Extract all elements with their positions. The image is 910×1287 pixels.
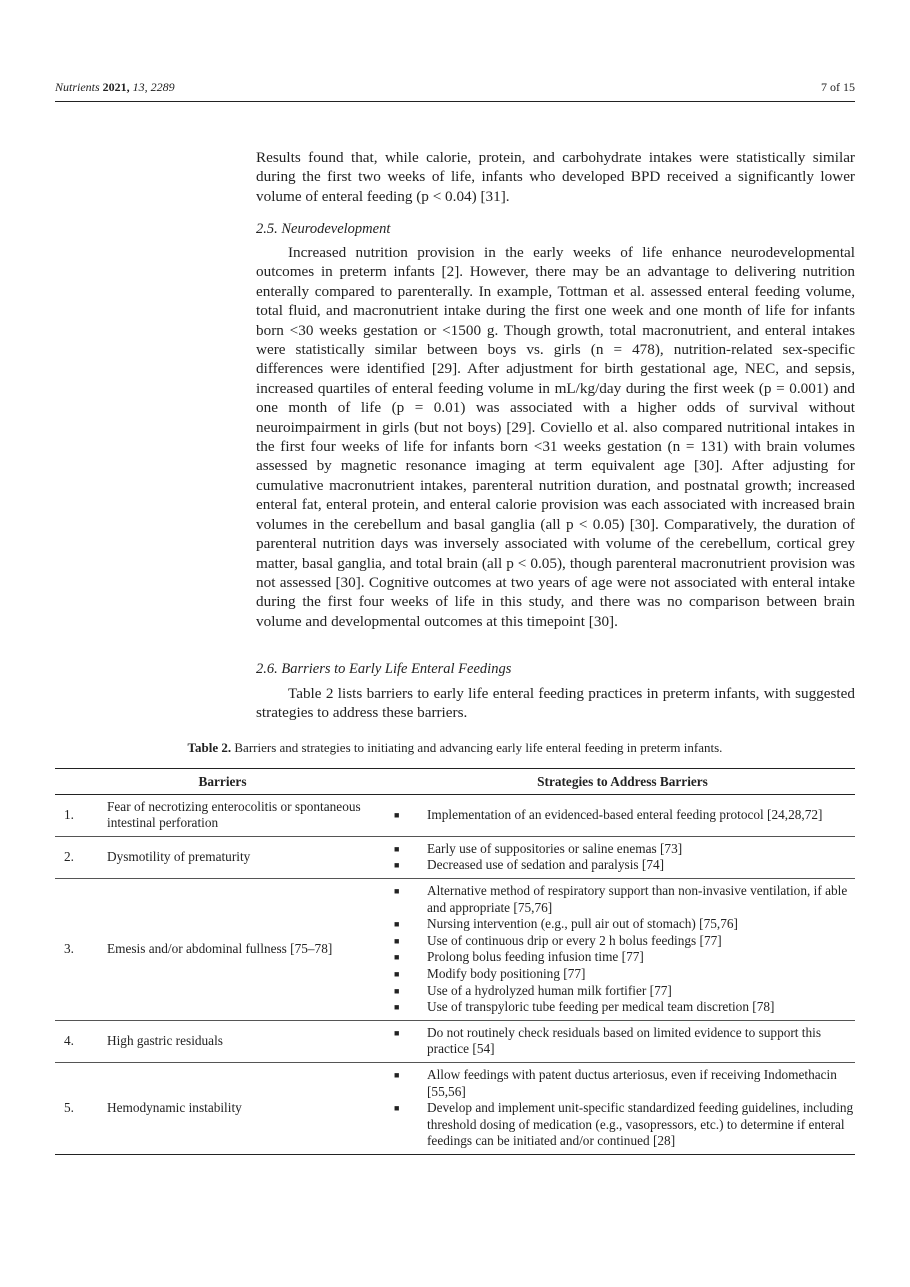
bullet-square-icon: ■ <box>394 843 400 854</box>
strategies-cell <box>390 794 855 836</box>
table-header-row <box>55 769 855 795</box>
strategy-text: Modify body positioning [77] <box>427 965 586 981</box>
strategy-text: Use of a hydrolyzed human milk fortifier [77] <box>427 982 672 998</box>
bullet-square-icon: ■ <box>394 985 400 996</box>
strategy-item <box>390 841 855 858</box>
strategy-text: Nursing intervention (e.g., pull air out of stomach) [75,76] <box>427 916 738 932</box>
row-number: 1. <box>55 794 107 836</box>
barrier-cell: Fear of necrotizing enterocolitis or spontaneous intestinal perforation <box>107 794 390 836</box>
strategy-text: Implementation of an evidenced-based enteral feeding protocol [24,28,72] <box>427 806 823 822</box>
strategy-item <box>390 1025 855 1058</box>
strategy-text: Alternative method of respiratory support than non-invasive ventilation, if able and appropriate [75,76] <box>427 882 848 915</box>
strategy-item <box>390 949 855 966</box>
header-strategies: Strategies to Address Barriers <box>390 769 855 795</box>
strategy-item <box>390 883 855 916</box>
section-heading-barriers: 2.6. Barriers to Early Life Enteral Feedings <box>256 661 512 677</box>
bullet-square-icon: ■ <box>394 1002 400 1013</box>
strategy-text: Prolong bolus feeding infusion time [77] <box>427 949 644 965</box>
barrier-cell: High gastric residuals <box>107 1020 390 1062</box>
strategies-cell <box>390 878 855 1020</box>
bullet-square-icon: ■ <box>394 952 400 963</box>
barrier-cell: Dysmotility of prematurity <box>107 836 390 878</box>
strategy-item <box>390 807 855 824</box>
strategy-text: Use of continuous drip or every 2 h bolus feedings [77] <box>427 932 722 948</box>
strategies-cell <box>390 836 855 878</box>
strategy-text: Use of transpyloric tube feeding per medical team discretion [78] <box>427 999 775 1015</box>
strategy-text: Develop and implement unit-specific standardized feeding guidelines, including threshold dosing of medication (e.g., vasopressors, etc.) to determine if enteral feedings can be initiated and/or continued [28] <box>427 1100 854 1149</box>
strategy-item <box>390 999 855 1016</box>
journal-citation: Nutrients 2021, 13, 2289 <box>55 80 175 94</box>
row-number: 3. <box>55 878 107 1020</box>
strategy-text: Do not routinely check residuals based on limited evidence to support this practice [54] <box>427 1024 822 1057</box>
strategy-item <box>390 933 855 950</box>
strategy-item <box>390 857 855 874</box>
table-row <box>55 1062 855 1154</box>
strategy-item <box>390 966 855 983</box>
bullet-square-icon: ■ <box>394 968 400 979</box>
table-caption <box>0 740 910 756</box>
table-row <box>55 1020 855 1062</box>
bullet-square-icon: ■ <box>394 1069 400 1080</box>
table-row <box>55 878 855 1020</box>
barrier-cell: Emesis and/or abdominal fullness [75–78] <box>107 878 390 1020</box>
bullet-square-icon: ■ <box>394 935 400 946</box>
bullet-square-icon: ■ <box>394 860 400 871</box>
strategies-cell <box>390 1062 855 1154</box>
strategy-item <box>390 1100 855 1150</box>
header-barriers: Barriers <box>55 769 390 795</box>
row-number: 2. <box>55 836 107 878</box>
table-row <box>55 836 855 878</box>
bullet-square-icon: ■ <box>394 919 400 930</box>
barriers-table <box>55 768 855 1155</box>
header-divider <box>55 101 855 102</box>
strategy-text: Decreased use of sedation and paralysis [74] <box>427 857 665 873</box>
paragraph-bpd-results: Results found that, while calorie, protein, and carbohydrate intakes were statistically similar during the first two weeks of life, infants who developed BPD received a significantly lower volume of enteral feeding (p < 0.04) [31]. <box>256 149 855 205</box>
paragraph-table-intro: Table 2 lists barriers to early life enteral feeding practices in preterm infants, with suggested strategies to address these barriers. <box>256 685 855 722</box>
page-number: 7 of 15 <box>821 80 855 94</box>
table-caption-label: Table 2. <box>187 740 232 755</box>
barrier-cell: Hemodynamic instability <box>107 1062 390 1154</box>
strategy-text: Allow feedings with patent ductus arteriosus, even if receiving Indomethacin [55,56] <box>427 1066 837 1099</box>
row-number: 4. <box>55 1020 107 1062</box>
section-heading-neurodevelopment: 2.5. Neurodevelopment <box>256 221 391 237</box>
strategy-item <box>390 983 855 1000</box>
table-row <box>55 794 855 836</box>
strategy-item <box>390 916 855 933</box>
paragraph-neurodevelopment: Increased nutrition provision in the early weeks of life enhance neurodevelopmental outcomes in preterm infants [2]. However, there may be an advantage to delivering nutrition enterally compared to parenterally. In example, Tottman et al. assessed enteral feeding volume, total fluid, and macronutrient intake during the first one week and one month of life for infants born <30 weeks gestation or <1500 g. Though growth, total macronutrient, and enteral intakes were statistically similar between boys vs. girls (n = 478), nutrition-related sex-specific differences were identified [29]. After adjustment for birth gestational age, NEC, and sepsis, increased quartiles of enteral feeding volume in mL/kg/day during the first week (p = 0.001) and one month of life (p = 0.01) was associated with a higher odds of survival without neuroimpairment in girls (but not boys) [29]. Coviello et al. also compared nutritional intakes in the first four weeks of life for infants born <31 weeks gestation (n = 131) with brain volumes assessed by magnetic resonance imaging at term equivalent age [30]. After adjusting for cumulative macronutrient intakes, parenteral nutrition duration, and postnatal growth; increased enteral fat, enteral protein, and enteral calorie provision was each associated with increased brain volumes in the cerebellum and basal ganglia (all p < 0.05) [30]. Comparatively, the duration of parenteral nutrition days was inversely associated with volume of the cerebellum, cortical grey matter, basal ganglia, and total brain (all p < 0.05), though parenteral macronutrient provision was not assessed [30]. Cognitive outcomes at two years of age were not associated with enteral intake during the first four weeks of life in this study, and there was no comparison between brain volume and developmental outcomes at this timepoint [30]. <box>256 244 855 630</box>
bullet-square-icon: ■ <box>394 1027 400 1038</box>
strategy-item <box>390 1067 855 1100</box>
bullet-square-icon: ■ <box>394 809 400 820</box>
row-number: 5. <box>55 1062 107 1154</box>
table-caption-text: Barriers and strategies to initiating and advancing early life enteral feeding in preterm infants. <box>234 740 723 755</box>
strategies-cell <box>390 1020 855 1062</box>
strategy-text: Early use of suppositories or saline enemas [73] <box>427 840 683 856</box>
bullet-square-icon: ■ <box>394 1103 400 1114</box>
bullet-square-icon: ■ <box>394 885 400 896</box>
